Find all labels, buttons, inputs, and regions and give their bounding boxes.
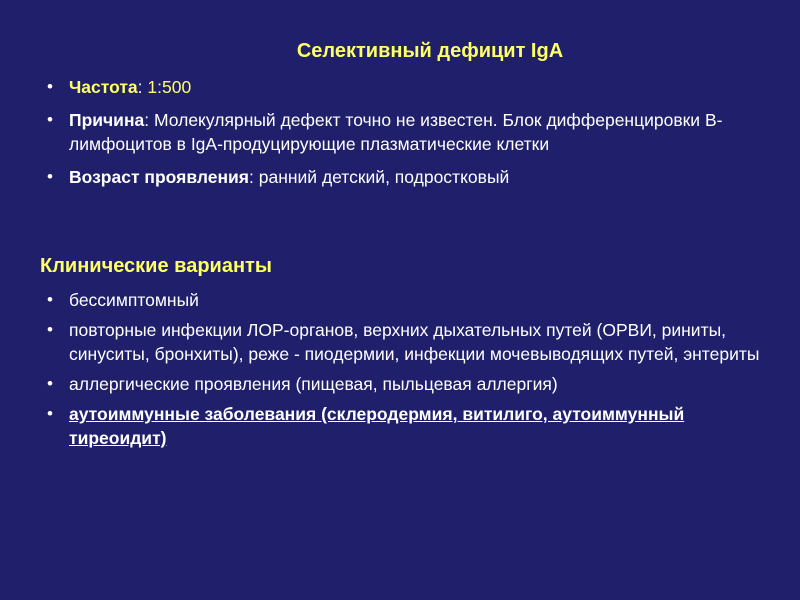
variants-list bbox=[42, 288, 762, 456]
bullet: • bbox=[47, 167, 53, 186]
fact-value: 1:500 bbox=[147, 77, 192, 97]
fact-frequency bbox=[42, 75, 742, 99]
variant-item bbox=[42, 318, 762, 366]
bullet: • bbox=[47, 110, 53, 129]
bullet: • bbox=[47, 290, 53, 309]
fact-sep: : bbox=[137, 77, 148, 97]
bullet: • bbox=[47, 320, 53, 339]
bullet: • bbox=[47, 374, 53, 393]
facts-list bbox=[42, 75, 742, 198]
variant-text: повторные инфекции ЛОР-органов, верхних дыхательных путей (ОРВИ, риниты, синуситы, бронхиты), реже - пиодермии, инфекции мочевыводящих путей, энтериты bbox=[69, 320, 760, 364]
variant-item bbox=[42, 372, 762, 396]
variant-text: аллергические проявления (пищевая, пыльцевая аллергия) bbox=[69, 374, 558, 394]
variant-item bbox=[42, 288, 762, 312]
variant-text: бессимптомный bbox=[69, 290, 199, 310]
bullet: • bbox=[47, 404, 53, 423]
fact-age bbox=[42, 165, 742, 189]
variant-text-underlined: аутоиммунные заболевания (склеродермия, витилиго, аутоиммунный тиреоидит) bbox=[69, 404, 685, 448]
section-title: Клинические варианты bbox=[40, 255, 272, 277]
fact-label: Частота bbox=[69, 77, 138, 97]
slide-title: Селективный дефицит IgA bbox=[296, 40, 564, 62]
fact-label: Причина bbox=[69, 110, 145, 130]
fact-sep: : bbox=[144, 110, 154, 130]
fact-value: ранний детский, подростковый bbox=[258, 167, 510, 187]
fact-sep: : bbox=[249, 167, 259, 187]
fact-value: Молекулярный дефект точно не известен. Блок дифференцировки В-лимфоцитов в IgA-продуцирующие плазматические клетки bbox=[69, 110, 723, 154]
fact-label: Возраст проявления bbox=[69, 167, 249, 187]
bullet: • bbox=[47, 77, 53, 96]
fact-cause bbox=[42, 108, 742, 156]
variant-item bbox=[42, 402, 762, 450]
